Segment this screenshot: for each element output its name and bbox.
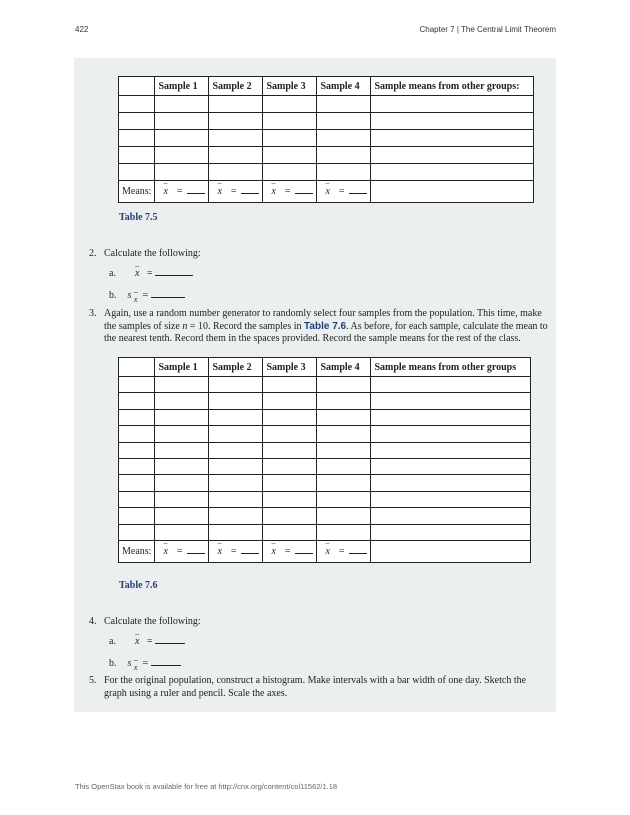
entry-cell[interactable] [263,96,317,113]
item-3-number: 3. [89,308,97,319]
entry-cell[interactable] [155,426,209,442]
table-header-row [119,77,534,96]
table-caption-7-5: Table 7.5 [119,212,158,223]
table-row [119,458,531,474]
entry-cell[interactable] [209,426,263,442]
n-symbol: n [182,320,188,332]
answer-blank[interactable] [349,193,367,194]
s-symbol: s [127,290,132,301]
entry-cell[interactable] [155,147,209,164]
page-number: 422 [75,25,89,34]
entry-cell[interactable] [209,491,263,507]
entry-cell[interactable] [209,130,263,147]
entry-cell[interactable] [119,508,155,524]
item-2a-label: a. [109,268,116,279]
table-row [119,475,531,491]
answer-blank-4a[interactable] [155,643,185,644]
table-header-row [119,358,531,377]
sample-mean-cell[interactable] [155,540,209,562]
item-5-number: 5. [89,675,97,686]
entry-cell[interactable] [155,491,209,507]
answer-blank-4b[interactable] [151,665,181,666]
entry-cell[interactable] [317,458,371,474]
column-header: Sample 1 [155,77,209,96]
table-row [119,377,531,393]
entry-cell[interactable] [209,113,263,130]
entry-cell[interactable] [371,475,531,491]
entry-cell[interactable] [317,491,371,507]
table-row [119,442,531,458]
item-4a [109,636,185,649]
entry-cell[interactable] [263,409,317,425]
equals-sign: = [284,186,291,197]
entry-cell[interactable] [371,508,531,524]
entry-cell[interactable] [119,475,155,491]
entry-cell[interactable] [155,96,209,113]
entry-cell[interactable] [119,164,155,181]
entry-cell[interactable] [119,130,155,147]
x-bar-symbol: – x [271,186,275,197]
table-row [119,491,531,507]
sample-mean-cell[interactable] [263,181,317,203]
entry-cell[interactable] [119,409,155,425]
item-3-text-part: Again, use a random number generator to randomly select four samples from the population. This time, make the samples of size [104,308,542,332]
x-bar-symbol: – x [325,546,329,557]
n-value: = 10. Record the samples in [187,320,305,332]
entry-cell[interactable] [371,113,534,130]
item-4b-label: b. [109,658,117,669]
entry-cell[interactable] [317,147,371,164]
sample-mean-cell[interactable] [209,181,263,203]
entry-cell[interactable] [317,442,371,458]
other-groups-cell[interactable] [371,181,534,203]
answer-blank[interactable] [187,553,205,554]
item-4-number: 4. [89,616,97,627]
sample-mean-cell[interactable] [317,540,371,562]
entry-cell[interactable] [371,409,531,425]
entry-cell[interactable] [317,96,371,113]
answer-blank[interactable] [295,193,313,194]
entry-cell[interactable] [119,96,155,113]
column-header: Sample 2 [209,358,263,377]
column-header: Sample 4 [317,77,371,96]
item-2-number: 2. [89,248,97,259]
item-3-text [104,308,548,346]
answer-blank[interactable] [187,193,205,194]
column-header: Sample 4 [317,358,371,377]
entry-cell[interactable] [119,524,155,540]
item-3-text-rest: . As before, for each sample, calculate the mean to the nearest tenth. Record them in the spaces provided. Record the sample means for the rest of the class. [104,320,548,344]
means-label: Means: [119,181,155,203]
entry-cell[interactable] [119,393,155,409]
entry-cell[interactable] [317,113,371,130]
x-bar-symbol: – x [217,186,221,197]
sample-mean-cell[interactable] [155,181,209,203]
entry-cell[interactable] [155,377,209,393]
entry-cell[interactable] [263,147,317,164]
entry-cell[interactable] [317,130,371,147]
entry-cell[interactable] [371,524,531,540]
entry-cell[interactable] [263,130,317,147]
table-7-6-link[interactable]: Table 7.6 [304,320,347,332]
entry-cell[interactable] [317,377,371,393]
item-5-text: For the original population, construct a histogram. Make intervals with a bar width of one day. Sketch the graph using a ruler and pencil. Scale the axes. [104,675,527,699]
x-bar-symbol: – x [163,186,167,197]
x-bar-subscript: – x [134,294,138,307]
entry-cell[interactable] [371,442,531,458]
x-bar-symbol: – x [135,636,139,649]
item-2-text: Calculate the following: [104,248,201,259]
equals-sign: = [146,268,153,279]
entry-cell[interactable] [209,147,263,164]
entry-cell[interactable] [371,393,531,409]
column-header: Sample means from other groups: [371,77,534,96]
other-groups-cell[interactable] [371,540,531,562]
column-header: Sample 3 [263,77,317,96]
entry-cell[interactable] [209,377,263,393]
entry-cell[interactable] [155,393,209,409]
sample-mean-cell[interactable] [263,540,317,562]
entry-cell[interactable] [317,393,371,409]
table-row [119,409,531,425]
item-4-text: Calculate the following: [104,616,201,627]
equals-sign: = [230,545,237,557]
entry-cell[interactable] [209,409,263,425]
x-bar-symbol: – x [217,546,221,557]
entry-cell[interactable] [119,426,155,442]
entry-cell[interactable] [119,147,155,164]
table-row [119,130,534,147]
column-header: Sample 3 [263,358,317,377]
item-2b [109,290,185,303]
entry-cell[interactable] [155,442,209,458]
equals-sign: = [176,186,183,197]
entry-cell[interactable] [263,426,317,442]
equals-sign: = [176,545,183,557]
entry-cell[interactable] [371,426,531,442]
entry-cell[interactable] [119,377,155,393]
sample-mean-cell[interactable] [209,540,263,562]
s-symbol: s [127,658,132,669]
entry-cell[interactable] [263,475,317,491]
entry-cell[interactable] [317,508,371,524]
answer-blank[interactable] [241,553,259,554]
entry-cell[interactable] [263,442,317,458]
entry-cell[interactable] [263,113,317,130]
means-row [119,181,534,203]
footer-note: This OpenStax book is available for free at http://cnx.org/content/col11562/1.18 [75,782,338,791]
entry-cell[interactable] [209,458,263,474]
x-bar-symbol: – x [135,268,139,281]
entry-cell[interactable] [263,508,317,524]
answer-blank[interactable] [295,553,313,554]
equals-sign: = [284,545,291,557]
column-header: Sample 1 [155,358,209,377]
entry-cell[interactable] [371,377,531,393]
equals-sign: = [338,186,345,197]
answer-blank[interactable] [241,193,259,194]
entry-cell[interactable] [371,458,531,474]
entry-cell[interactable] [371,164,534,181]
entry-cell[interactable] [263,491,317,507]
table-7-6 [118,357,531,563]
item-2a [109,268,193,281]
entry-cell[interactable] [317,475,371,491]
entry-cell[interactable] [317,426,371,442]
table-row [119,508,531,524]
entry-cell[interactable] [317,409,371,425]
entry-cell[interactable] [371,96,534,113]
equals-sign: = [146,636,153,647]
entry-cell[interactable] [263,458,317,474]
entry-cell[interactable] [155,130,209,147]
entry-cell[interactable] [371,147,534,164]
x-bar-symbol: – x [271,546,275,557]
entry-cell[interactable] [371,130,534,147]
column-header [119,77,155,96]
table-row [119,426,531,442]
entry-cell[interactable] [155,409,209,425]
x-bar-symbol: – x [163,546,167,557]
entry-cell[interactable] [209,442,263,458]
entry-cell[interactable] [155,475,209,491]
entry-cell[interactable] [209,508,263,524]
table-row [119,96,534,113]
equals-sign: = [142,290,149,301]
item-4a-label: a. [109,636,116,647]
item-4b [109,658,181,671]
table-7-5 [118,76,534,203]
table-row [119,113,534,130]
entry-cell[interactable] [371,491,531,507]
equals-sign: = [338,545,345,557]
entry-cell[interactable] [209,393,263,409]
entry-cell[interactable] [155,113,209,130]
column-header: Sample means from other groups [371,358,531,377]
item-2b-label: b. [109,290,117,301]
x-bar-symbol: – x [325,186,329,197]
entry-cell[interactable] [119,113,155,130]
entry-cell[interactable] [209,475,263,491]
answer-blank-2b[interactable] [151,297,185,298]
column-header: Sample 2 [209,77,263,96]
entry-cell[interactable] [209,96,263,113]
means-row [119,540,531,562]
entry-cell[interactable] [119,491,155,507]
entry-cell[interactable] [263,377,317,393]
table-row [119,147,534,164]
entry-cell[interactable] [155,458,209,474]
entry-cell[interactable] [119,442,155,458]
table-caption-7-6: Table 7.6 [119,580,158,591]
equals-sign: = [230,186,237,197]
chapter-title: Chapter 7 | The Central Limit Theorem [419,25,556,34]
means-label: Means: [119,540,155,562]
x-bar-subscript: – x [134,662,138,675]
equals-sign: = [142,658,149,669]
column-header [119,358,155,377]
entry-cell[interactable] [119,458,155,474]
answer-blank-2a[interactable] [155,275,193,276]
entry-cell[interactable] [263,393,317,409]
sample-mean-cell[interactable] [317,181,371,203]
table-row [119,393,531,409]
entry-cell[interactable] [155,508,209,524]
answer-blank[interactable] [349,553,367,554]
